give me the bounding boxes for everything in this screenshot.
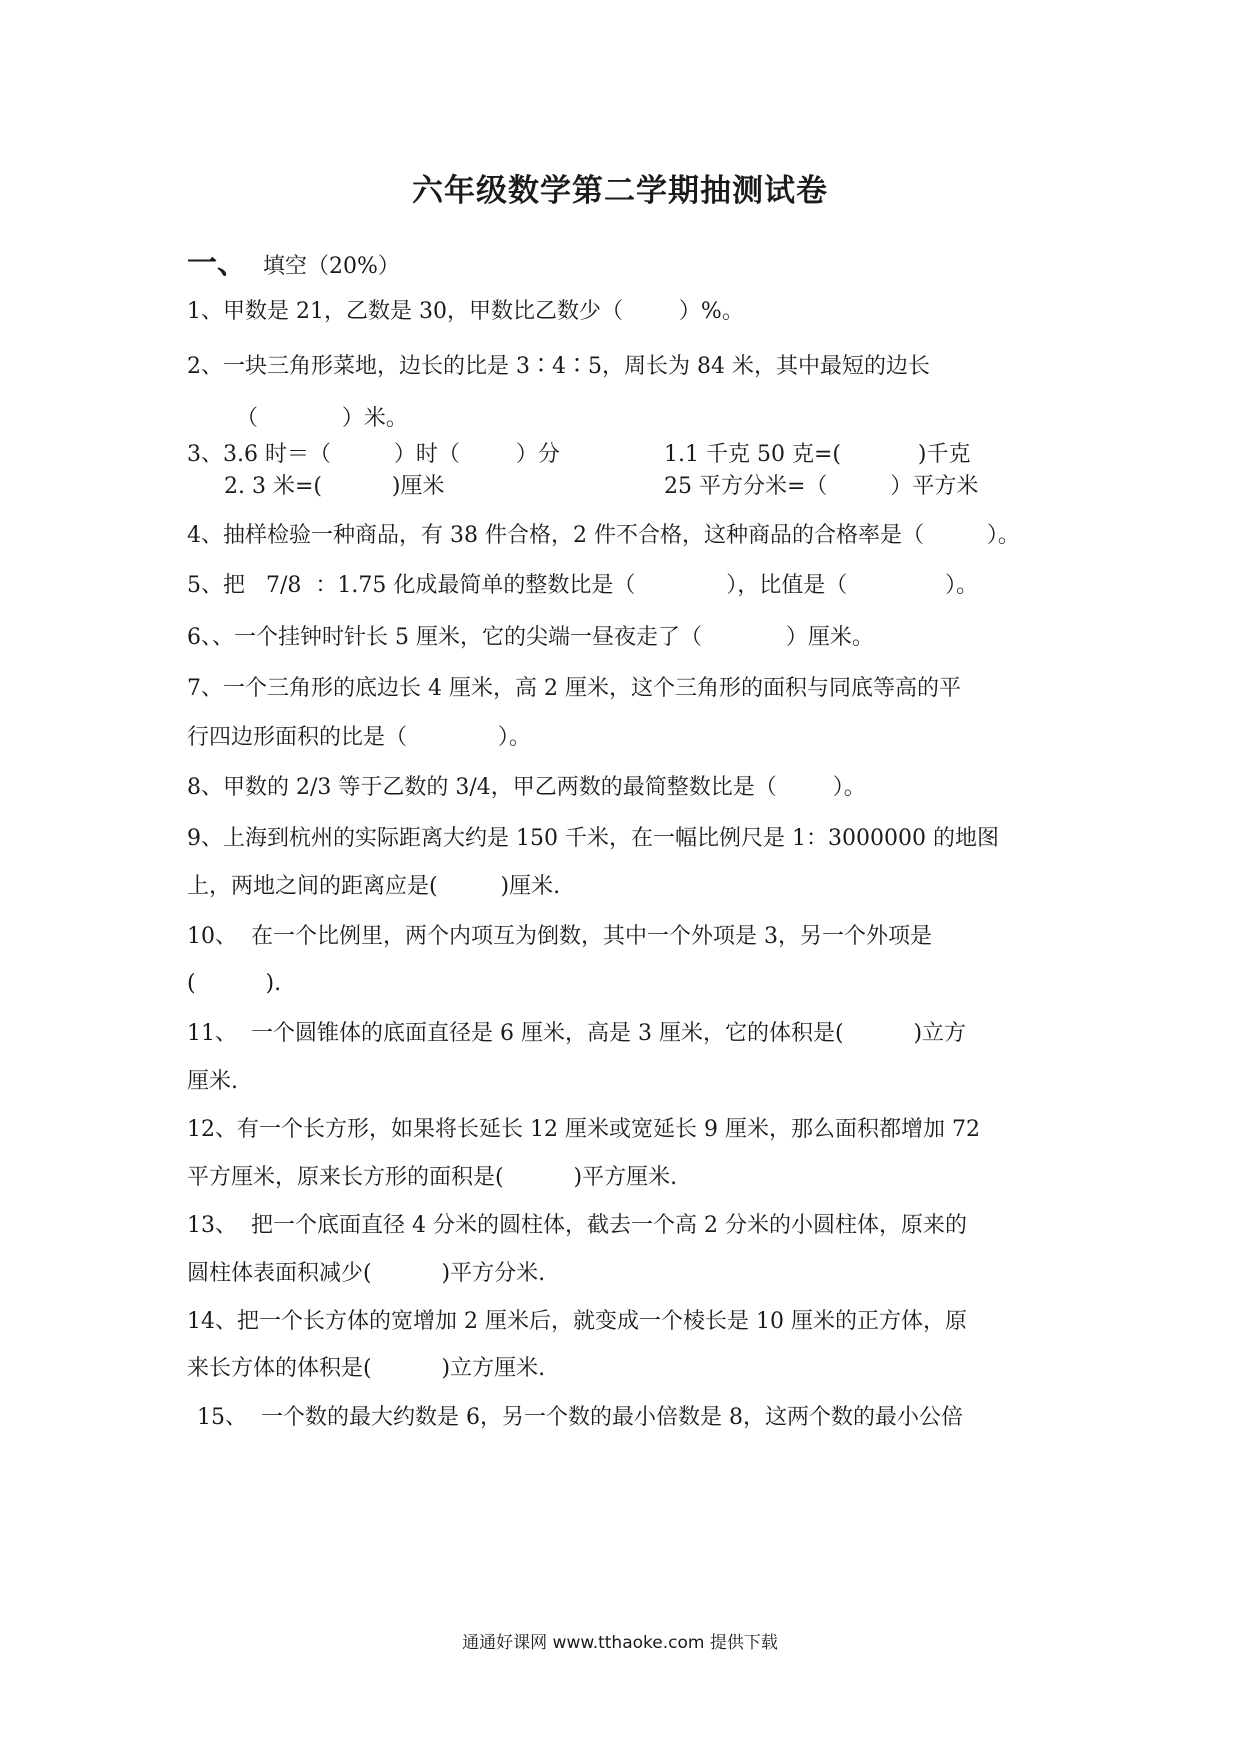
question-15-line-1: 15、 一个数的最大约数是 6，另一个数的最小倍数是 8，这两个数的最小公倍 <box>197 1405 963 1430</box>
question-1: 1、甲数是 21，乙数是 30，甲数比乙数少（ ）%。 <box>187 299 744 324</box>
question-14-line-1: 14、把一个长方体的宽增加 2 厘米后，就变成一个棱长是 10 厘米的正方体，原 <box>187 1309 967 1334</box>
question-12-line-1: 12、有一个长方形，如果将长延长 12 厘米或宽延长 9 厘米，那么面积都增加 72 <box>187 1117 980 1142</box>
question-3-line-2-left: 2. 3 米=( )厘米 <box>224 474 445 499</box>
question-8: 8、甲数的 2/3 等于乙数的 3/4，甲乙两数的最简整数比是（ ）。 <box>187 775 866 800</box>
question-5: 5、把 7/8 ：1.75 化成最简单的整数比是（ ），比值是（ ）。 <box>187 573 979 598</box>
question-3-line-2-right: 25 平方分米=（ ）平方米 <box>664 474 979 499</box>
question-10-line-1: 10、 在一个比例里，两个内项互为倒数，其中一个外项是 3，另一个外项是 <box>187 924 932 949</box>
question-2-line-1: 2、一块三角形菜地，边长的比是 3∶4∶5，周长为 84 米，其中最短的边长 <box>187 354 930 379</box>
question-3-line-1-left: 3、3.6 时＝（ ）时（ ）分 <box>187 442 560 467</box>
question-9-line-2: 上，两地之间的距离应是( )厘米. <box>187 874 561 899</box>
question-13-line-2: 圆柱体表面积减少( )平方分米. <box>187 1261 546 1286</box>
question-4: 4、抽样检验一种商品，有 38 件合格，2 件不合格，这种商品的合格率是（ ）。 <box>187 523 1020 548</box>
question-11-line-1: 11、 一个圆锥体的底面直径是 6 厘米，高是 3 厘米，它的体积是( )立方 <box>187 1021 967 1046</box>
question-7-line-1: 7、一个三角形的底边长 4 厘米，高 2 厘米，这个三角形的面积与同底等高的平 <box>187 676 961 701</box>
section-heading <box>187 238 400 282</box>
page-title: 六年级数学第二学期抽测试卷 <box>412 173 828 209</box>
question-6: 6、、一个挂钟时针长 5 厘米，它的尖端一昼夜走了（ ）厘米。 <box>187 625 874 650</box>
question-14-line-2: 来长方体的体积是( )立方厘米. <box>187 1356 546 1381</box>
question-10-line-2: ( ). <box>187 971 282 996</box>
question-9-line-1: 9、上海到杭州的实际距离大约是 150 千米，在一幅比例尺是 1：3000000 的地图 <box>187 826 999 851</box>
question-2-line-2: （ ）米。 <box>236 406 408 431</box>
footer-credit: 通通好课网 www.tthaoke.com 提供下载 <box>462 1633 778 1653</box>
section-label: 填空（20%） <box>263 254 400 279</box>
question-3-line-1-right: 1.1 千克 50 克=( )千克 <box>664 442 971 467</box>
question-12-line-2: 平方厘米，原来长方形的面积是( )平方厘米. <box>187 1165 678 1190</box>
question-11-line-2: 厘米. <box>187 1069 238 1094</box>
question-13-line-1: 13、 把一个底面直径 4 分米的圆柱体，截去一个高 2 分米的小圆柱体，原来的 <box>187 1213 967 1238</box>
section-number: 一、 <box>187 246 247 281</box>
question-7-line-2: 行四边形面积的比是（ ）。 <box>187 725 531 750</box>
